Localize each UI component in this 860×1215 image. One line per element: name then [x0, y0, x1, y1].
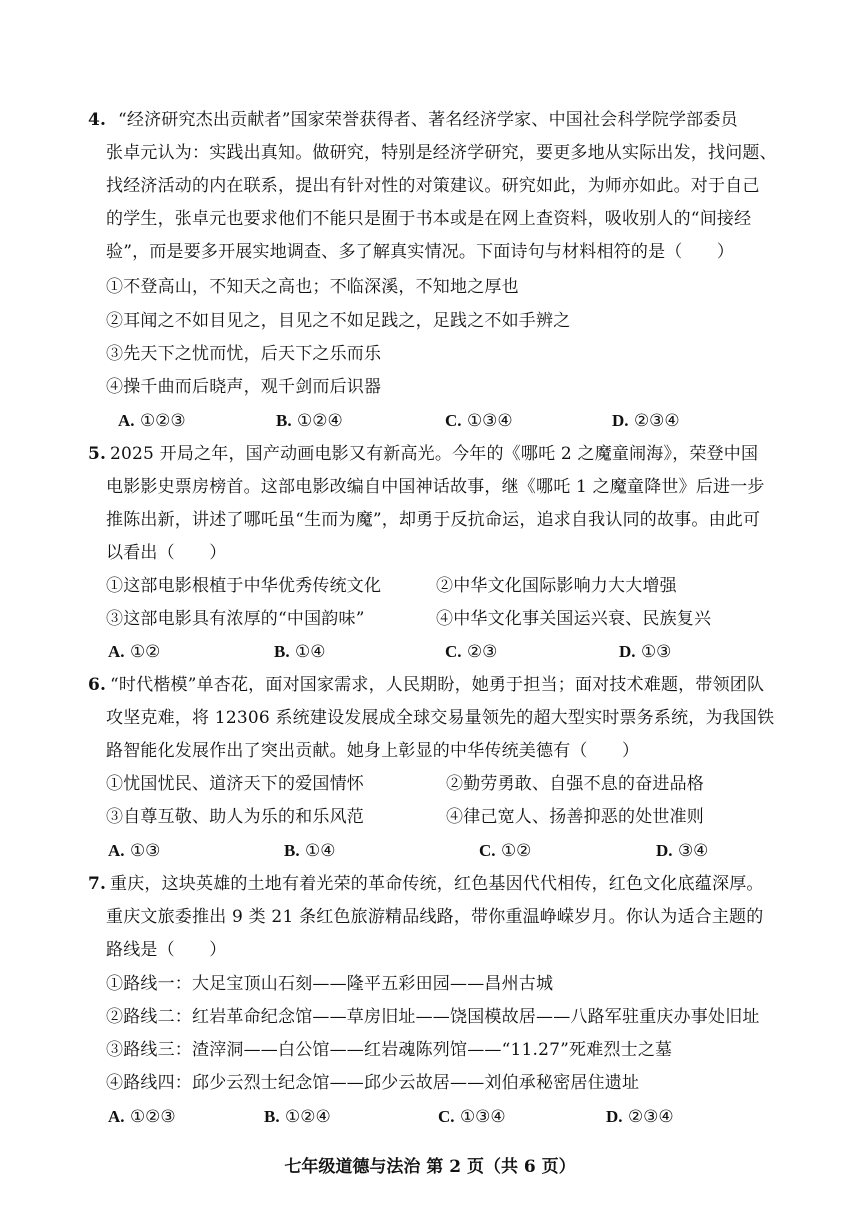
statement-item: ③自尊互敬、助人为乐的和乐风范: [106, 807, 364, 827]
question-text-line: 攻坚克难，将 12306 系统建设发展成全球交易量领先的超大型实时票务系统，为我国铁: [106, 708, 775, 728]
choice-b[interactable]: B. ①④: [284, 841, 336, 861]
statement-item: ③路线三：渣滓洞——白公馆——红岩魂陈列馆——“11.27”死难烈士之墓: [106, 1040, 673, 1060]
statement-item: ①这部电影根植于中华优秀传统文化: [106, 576, 382, 596]
statement-item: ②中华文化国际影响力大大增强: [436, 576, 677, 596]
statement-item: ②耳闻之不如目见之，目见之不如足践之，足践之不如手辨之: [106, 311, 571, 331]
choice-c[interactable]: C. ①③④: [445, 411, 513, 431]
question-text-line: 重庆，这块英雄的土地有着光荣的革命传统，红色基因代代相传，红色文化底蕴深厚。: [110, 874, 764, 894]
question-number: 7.: [88, 874, 107, 894]
statement-item: ②路线二：红岩革命纪念馆——草房旧址——饶国模故居——八路军驻重庆办事处旧址: [106, 1007, 760, 1027]
choice-a[interactable]: A. ①②: [108, 642, 161, 662]
question-text-line: 张卓元认为：实践出真知。做研究，特别是经济学研究，要更多地从实际出发，找问题、: [106, 143, 777, 163]
statement-item: ③先天下之忧而忧，后天下之乐而乐: [106, 344, 382, 364]
statement-item: ②勤劳勇敢、自强不息的奋进品格: [446, 774, 704, 794]
statement-item: ①忧国忧民、道济天下的爱国情怀: [106, 774, 364, 794]
statement-item: ①不登高山，不知天之高也；不临深溪，不知地之厚也: [106, 277, 519, 297]
choice-d[interactable]: D. ③④: [656, 841, 709, 861]
page-footer: 七年级道德与法治 第 2 页（共 6 页）: [284, 1157, 576, 1177]
question-text-line: 的学生，张卓元也要求他们不能只是囿于书本或是在网上查资料，吸收别人的“间接经: [106, 209, 752, 229]
choice-a[interactable]: A. ①②③: [108, 1107, 176, 1127]
question-text-line: 2025 开局之年，国产动画电影又有新高光。今年的《哪吒 2 之魔童闹海》，荣登中国: [110, 444, 759, 464]
choice-a[interactable]: A. ①②③: [118, 411, 186, 431]
choice-d[interactable]: D. ①③: [619, 642, 672, 662]
question-text-line: 路智能化发展作出了突出贡献。她身上彰显的中华传统美德有（ ）: [106, 741, 640, 761]
statement-item: ④路线四：邱少云烈士纪念馆——邱少云故居——刘伯承秘密居住遗址: [106, 1073, 640, 1093]
question-text-line: 电影影史票房榜首。这部电影改编自中国神话故事，继《哪吒 1 之魔童降世》后进一步: [106, 477, 765, 497]
choice-a[interactable]: A. ①③: [108, 841, 161, 861]
question-number: 5.: [88, 444, 107, 464]
statement-item: ④律己宽人、扬善抑恶的处世准则: [446, 807, 704, 827]
choice-d[interactable]: D. ②③④: [606, 1107, 674, 1127]
question-text-line: 路线是（ ）: [106, 940, 227, 960]
question-text-line: 找经济活动的内在联系，提出有针对性的对策建议。研究如此，为师亦如此。对于自己: [106, 176, 760, 196]
statement-item: ①路线一：大足宝顶山石刻——隆平五彩田园——昌州古城: [106, 974, 554, 994]
choice-c[interactable]: C. ①③④: [438, 1107, 506, 1127]
choice-b[interactable]: B. ①④: [274, 642, 326, 662]
statement-item: ④操千曲而后晓声，观千剑而后识器: [106, 377, 382, 397]
question-text-line: 验”，而是要多开展实地调查、多了解真实情况。下面诗句与材料相符的是（ ）: [106, 242, 735, 262]
statement-item: ③这部电影具有浓厚的“中国韵味”: [106, 609, 365, 629]
choice-c[interactable]: C. ②③: [445, 642, 498, 662]
question-number: 4.: [88, 110, 107, 130]
statement-item: ④中华文化事关国运兴衰、民族复兴: [436, 609, 712, 629]
question-text-line: 以看出（ ）: [106, 543, 227, 563]
question-text-line: “时代楷模”单杏花，面对国家需求，人民期盼，她勇于担当；面对技术难题，带领团队: [110, 675, 765, 695]
choice-d[interactable]: D. ②③④: [612, 411, 680, 431]
question-text-line: 推陈出新，讲述了哪吒虽“生而为魔”，却勇于反抗命运，追求自我认同的故事。由此可: [106, 510, 761, 530]
question-text-line: “经济研究杰出贡献者”国家荣誉获得者、著名经济学家、中国社会科学院学部委员: [118, 110, 738, 130]
choice-b[interactable]: B. ①②④: [276, 411, 343, 431]
question-text-line: 重庆文旅委推出 9 类 21 条红色旅游精品线路，带你重温峥嵘岁月。你认为适合主题的: [106, 907, 764, 927]
choice-b[interactable]: B. ①②④: [264, 1107, 331, 1127]
choice-c[interactable]: C. ①②: [479, 841, 532, 861]
question-number: 6.: [88, 675, 107, 695]
